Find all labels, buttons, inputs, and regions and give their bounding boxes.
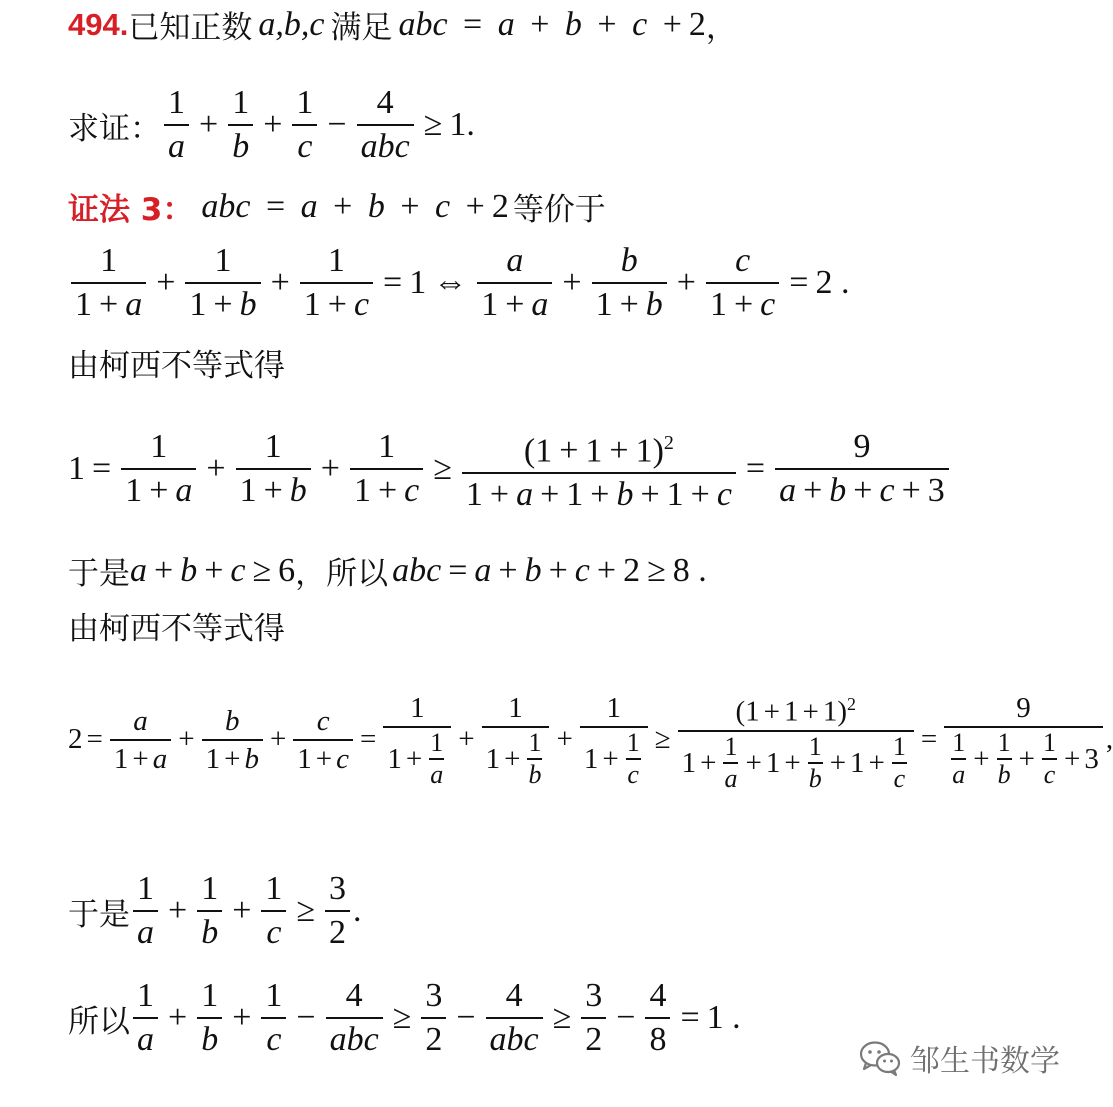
prove-statement: 求证： $\frac{1}{a}$ + $\frac{1}{b}$ + $\frac{1}{c}$ − $\frac{4}{\text{abc}}$ ≥ 1. xyxy=(68,82,475,168)
so-text-1: 于是 xyxy=(68,556,130,592)
final-conclusion: 所以 $\frac{1}{a}$ + $\frac{1}{b}$ + $\frac{1}{c}$ − $\frac{4}{\text{abc}}$ ≥ $\frac{3}{2}$ − $\frac{4}{\text{abc}}$ ≥ $\frac{3}{2}$ − $\frac{4}{8}$ = 1 . xyxy=(68,977,741,1058)
frac-1-b: $\frac{1}{b}$ xyxy=(228,82,253,168)
therefore-text-2: 所以 xyxy=(68,1003,130,1040)
so-text-2: 于是 xyxy=(68,896,130,933)
variables: a,b,c xyxy=(258,5,325,43)
equiv-text: 等价于 xyxy=(512,192,606,228)
conclusion-2: 于是 $\frac{1}{a}$ + $\frac{1}{b}$ + $\frac{1}{c}$ ≥ $\frac{3}{2}$ . xyxy=(68,870,362,951)
conclusion-1: 于是 a + b + c ≥ 6 ，所以 abc = a + b + c + 2 ≥ 8 . xyxy=(68,548,707,593)
frac-1-a: $\frac{1}{a}$ xyxy=(164,82,189,168)
equivalence-line: $\frac{1}{1 + a}$ + $\frac{1}{1 + b}$ + $\frac{1}{1 + c}$ = 1 ⇔ $\frac{a}{1 + a}$ + $\frac{b}{1 + b}$ + $\frac{c}{1 + c}$ = 2 . xyxy=(68,240,849,326)
cauchy-text-1: 由柯西不等式得 xyxy=(68,348,285,384)
cauchy-label-1 xyxy=(68,340,285,385)
condition-formula: abc = a + b + c + 2 xyxy=(398,5,706,43)
method-label: 证法 3： xyxy=(68,192,194,228)
cauchy-label-2 xyxy=(68,603,285,648)
cauchy-inequality-2: 2 = $\frac{a}{1 + a}$ + $\frac{b}{1 + b}$ + $\frac{c}{1 + c}$ = 1 1 + $\frac{1}{a}$ + 1 1 + $\frac{1}{b}$ + 1 1 + $\frac{1}{c}$ ≥ $(1 + 1 + 1)^2$ 1 + $\frac{1}{a}$ + 1 + $\frac{1}{b}$ + 1 + $\frac{1}{c}$ = 9 $\frac{1}{a}$ + $\frac{1}{b}$ + $\frac{1}{c}$ + 3 , xyxy=(68,691,1113,793)
problem-statement xyxy=(68,2,737,47)
comma: ， xyxy=(705,10,737,46)
frac-4-abc: $\frac{4}{\text{abc}}$ xyxy=(357,82,414,168)
wechat-icon xyxy=(858,1039,902,1077)
cauchy-text-2: 由柯西不等式得 xyxy=(68,611,285,647)
frac-1-c: $\frac{1}{c}$ xyxy=(292,82,317,168)
method-line xyxy=(68,184,606,229)
problem-number: 494. xyxy=(68,6,129,42)
statement-text: 已知正数 xyxy=(128,10,253,46)
watermark xyxy=(858,1036,1060,1080)
therefore-text: ，所以 xyxy=(295,556,389,592)
condition-text: 满足 xyxy=(330,10,393,46)
cauchy-inequality-1: 1 = $\frac{1}{1 + a}$ + $\frac{1}{1 + b}$ + $\frac{1}{1 + c}$ ≥ $\frac{(1 + 1 + 1)^2}{1 + a + 1 + b + 1 + c}$ = $\frac{9}{a + b + c + 3}$ xyxy=(68,422,952,516)
watermark-text: 邹生书数学 xyxy=(910,1044,1060,1079)
prove-label: 求证： xyxy=(68,110,161,147)
method-formula: abc = a + b + c + 2 xyxy=(201,187,509,225)
